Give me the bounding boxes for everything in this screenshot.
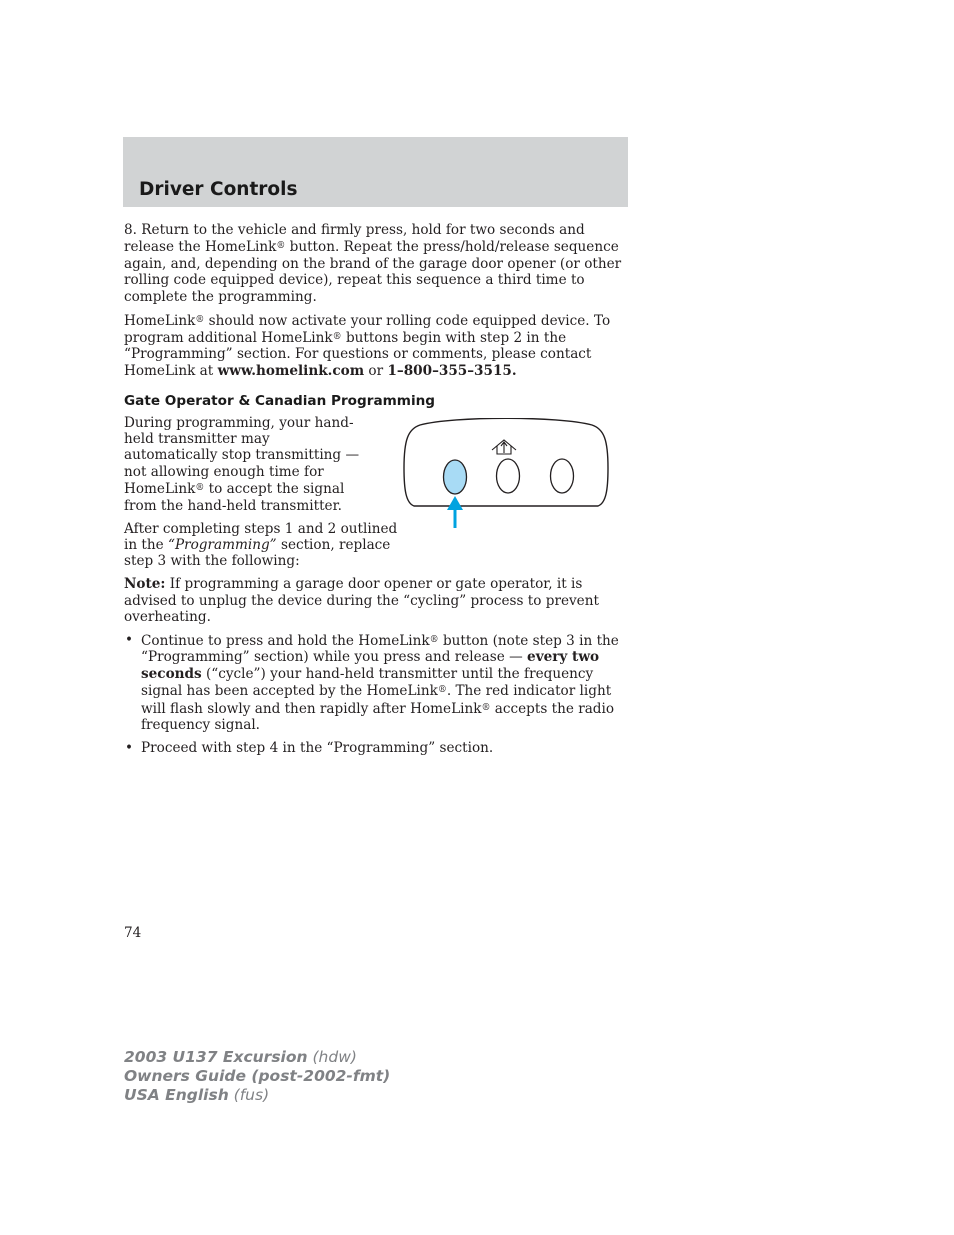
- homelink-phone: 1–800–355–3515.: [387, 362, 517, 379]
- list-item: • Continue to press and hold the HomeLink® button (note step 3 in the “Programming” section) while you press and release — every two seconds (“cycle”) your hand-held transmitter until the frequency signal has been accepted by the HomeLink®. The red indicator light will flash slowly and then rapidly after HomeLink® accepts the radio frequency signal.: [124, 632, 622, 733]
- gate-paragraph-2: After completing steps 1 and 2 outlined in the “Programming” section, replace step 3 with the following:: [124, 520, 398, 570]
- homelink-button-3: [551, 459, 574, 493]
- step-8-paragraph: 8. Return to the vehicle and firmly press, hold for two seconds and release the HomeLink® button. Repeat the press/hold/release sequence again, and, depending on the brand of the garage door opener (or other rolling code equipped device), repeat this sequence a third time to complete the programming.: [124, 222, 622, 305]
- footer-line-2: Owners Guide (post-2002-fmt): [124, 1067, 391, 1085]
- homelink-button-2: [497, 459, 520, 493]
- list-item: • Proceed with step 4 in the “Programming” section.: [124, 740, 622, 756]
- section-header-band: [123, 137, 628, 207]
- footer-line-3: USA English (fus): [124, 1086, 270, 1104]
- homelink-button-1: [444, 460, 467, 494]
- page-number: 74: [124, 925, 142, 941]
- document-footer: [124, 1048, 390, 1105]
- section-title: Driver Controls: [139, 179, 298, 200]
- footer-line-1: 2003 U137 Excursion (hdw): [124, 1048, 357, 1066]
- note-label: Note:: [124, 576, 166, 593]
- homelink-buttons-illustration: [398, 418, 614, 532]
- activate-paragraph: HomeLink® should now activate your rolling code equipped device. To program additional HomeLink® buttons begin with step 2 in the “Programming” section. For questions or comments, please contact HomeLink at www.homelink.com or 1–800–355–3515.: [124, 312, 611, 379]
- instruction-list: [124, 632, 622, 756]
- gate-paragraph-1: During programming, your hand-held transmitter may automatically stop transmitting — not allowing enough time for HomeLink® to accept the signal from the hand-held transmitter.: [124, 414, 360, 514]
- note-paragraph: Note: If programming a garage door opener or gate operator, it is advised to unplug the device during the “cycling” process to prevent overheating.: [124, 576, 599, 626]
- homelink-url: www.homelink.com: [217, 362, 365, 379]
- gate-operator-heading: Gate Operator & Canadian Programming: [124, 393, 436, 410]
